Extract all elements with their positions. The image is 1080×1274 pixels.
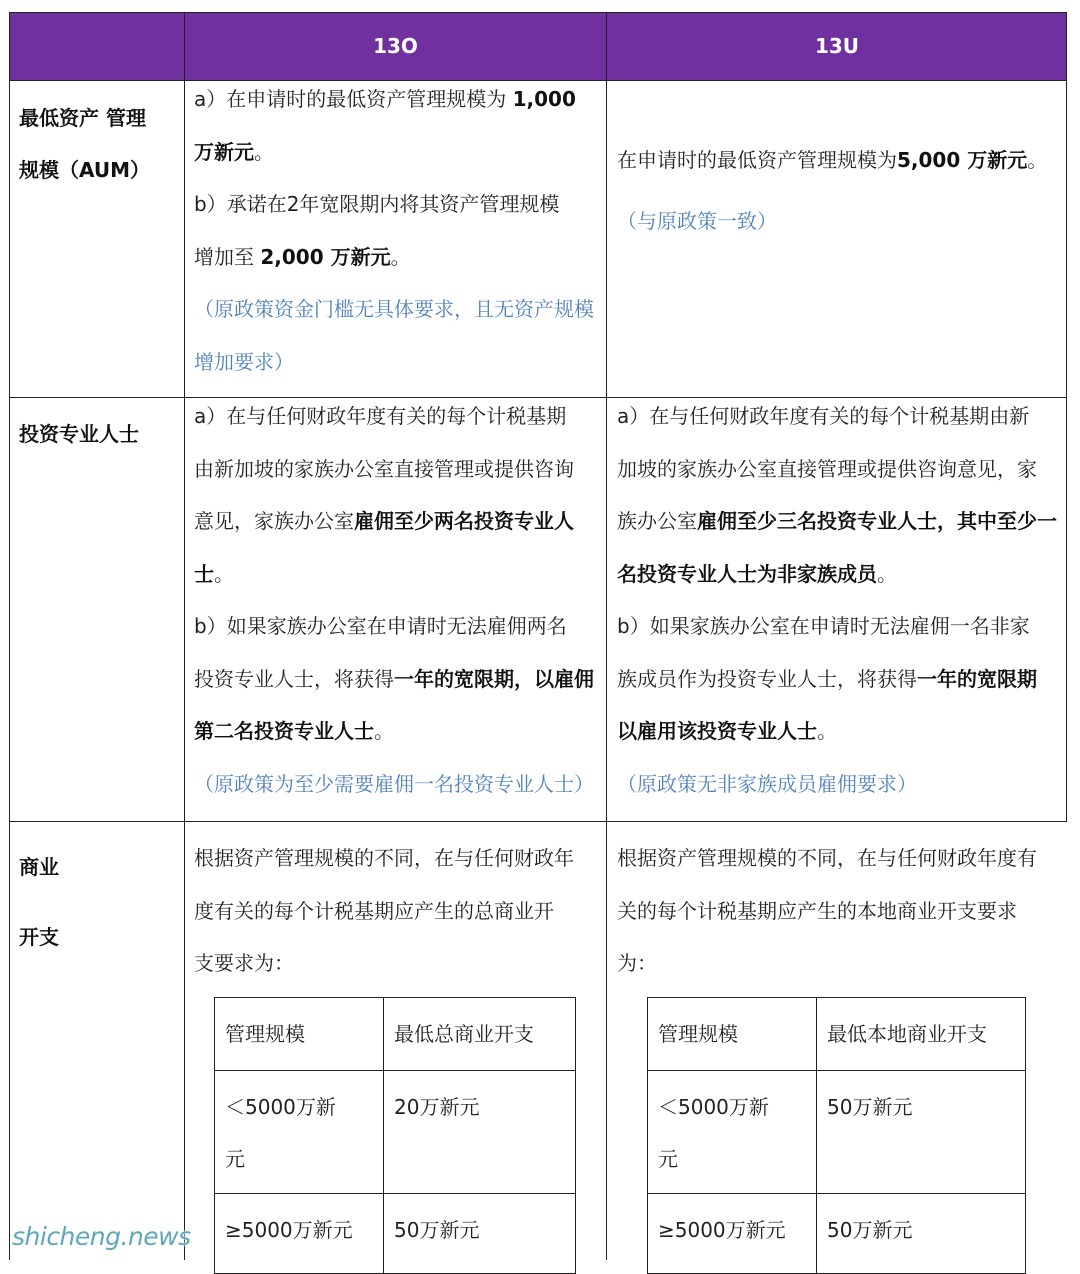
aum-13u-note: （与原政策一致） [617,208,777,233]
grid-line-col2 [606,12,607,1260]
row-label-spending-line1: 商业 [19,855,59,879]
header-13u: 13U [607,12,1067,80]
pros-13u-note: （原政策无非家族成员雇佣要求） [617,771,917,796]
grid-line-row2-bottom [10,821,1067,822]
scale-line1: ＜5000万新 [658,1095,769,1119]
table-header-row [215,998,576,1071]
pros-13o-b-line3-bold: 第二名投资专业人士 [194,719,374,743]
aum-13o-b-amount: 2,000 万新元 [260,244,391,269]
spend-13o-cell [194,832,606,990]
table-cell-scale: ≥5000万新元 [648,1194,817,1274]
pros-13o-a-line1: a）在与任何财政年度有关的每个计税基期 [194,404,567,428]
pros-13o-a-line4 [194,548,606,601]
scale-line2: 元 [658,1147,678,1171]
pros-13u-a-line4-bold: 名投资专业人士为非家族成员 [617,561,877,586]
row-label-professionals: 投资专业人士 [19,422,139,446]
pros-13u-b-line2-bold: 一年的宽限期 [917,666,1037,691]
table-cell-scale: ≥5000万新元 [215,1194,384,1274]
spend-13u-cell [617,832,1067,990]
table-cell-scale [215,1071,384,1194]
row-label-aum-line1: 最低资产 管理 [19,106,146,130]
aum-13o-a-amount: 1,000 [512,87,576,111]
pros-13u-a-line4 [617,548,1067,601]
pros-13u-b-line1: b）如果家族办公室在申请时无法雇佣一名非家 [617,614,1030,638]
aum-13o-a-unit: 万新元 [194,139,254,164]
pros-13u-a-line3-text: 族办公室 [617,509,697,533]
header-corner-cell [10,12,184,80]
pros-13o-b-line2-bold: 一年的宽限期，以雇佣 [394,666,594,691]
grid-line-col1 [184,12,185,1260]
aum-13o-note-line2: 增加要求） [194,349,294,374]
pros-13o-a-line2: 由新加坡的家族办公室直接管理或提供咨询 [194,456,574,481]
spend-13u-table [647,997,1026,1274]
table-header-cell: 最低总商业开支 [384,998,576,1071]
header-13o: 13O [185,12,606,80]
pros-13u-b-line3-end: 。 [817,719,837,743]
pros-13u-a-line3-bold: 雇佣至少三名投资专业人士，其中至少一 [697,509,1057,533]
pros-13u-cell [617,390,1067,810]
aum-13o-a-text: a）在申请时的最低资产管理规模为 [194,87,513,111]
pros-13o-note: （原政策为至少需要雇佣一名投资专业人士） [194,771,594,796]
table-cell-value: 50万新元 [817,1194,1026,1274]
pros-13o-a-line4-end: 。 [214,561,234,586]
pros-13o-b-line3-end: 。 [374,719,394,743]
pros-13o-b-line1: b）如果家族办公室在申请时无法雇佣两名 [194,614,567,638]
spend-13o-line3: 支要求为： [194,951,294,975]
table-row [215,1194,576,1274]
row-label-spending-line2: 开支 [19,925,59,949]
table-cell-scale [648,1071,817,1194]
table-cell-value: 50万新元 [384,1194,576,1274]
pros-13u-a-line2: 加坡的家族办公室直接管理或提供咨询意见，家 [617,456,1037,481]
pros-13u-b-line2-text: 族成员作为投资专业人士，将获得 [617,666,917,691]
spend-13o-line1: 根据资产管理规模的不同，在与任何财政年 [194,846,574,870]
pros-13o-cell [194,390,606,810]
scale-line1: ＜5000万新 [225,1095,336,1119]
watermark: shicheng.news [12,1222,191,1251]
spend-13o-line2: 度有关的每个计税基期应产生的总商业开 [194,898,554,923]
grid-line-top [10,12,1067,13]
table-header-cell: 管理规模 [215,998,384,1071]
grid-line-left [9,12,10,1260]
aum-13o-cell [194,73,606,388]
table-cell-value: 50万新元 [817,1071,1026,1194]
pros-13o-a-line3-text: 意见，家族办公室 [194,509,354,533]
aum-13o-b-line1: b）承诺在2年宽限期内将其资产管理规模 [194,192,560,216]
pros-13u-a-line4-end: 。 [877,561,897,586]
aum-13o-a-end: 。 [254,139,274,164]
spend-13u-line3: 为： [617,951,657,975]
aum-13u-text-prefix: 在申请时的最低资产管理规模为 [617,148,897,172]
pros-13u-b-line3-bold: 以雇用该投资专业人士 [617,719,817,743]
table-row [215,1071,576,1194]
aum-13u-cell [617,134,1067,247]
aum-13o-b-text: 增加至 [194,244,261,269]
pros-13o-a-line4-bold: 士 [194,561,214,586]
aum-13o-note-line1: （原政策资金门槛无具体要求，且无资产规模 [194,297,594,321]
aum-13o-a-line1 [194,73,606,126]
table-header-cell: 管理规模 [648,998,817,1071]
table-cell-value: 20万新元 [384,1071,576,1194]
pros-13u-a-line3 [617,495,1067,548]
pros-13u-a-line1: a）在与任何财政年度有关的每个计税基期由新 [617,404,1030,428]
scale-line2: 元 [225,1147,245,1171]
table-header-cell: 最低本地商业开支 [817,998,1026,1071]
aum-13u-end: 。 [1027,148,1048,172]
pros-13o-b-line2-text: 投资专业人士，将获得 [194,666,394,691]
aum-13u-amount: 5,000 万新元 [897,148,1028,172]
row-label-spending [19,832,59,972]
pros-13u-b-line2 [617,653,1067,706]
pros-13o-b-line2 [194,653,606,706]
table-row [648,1071,1026,1194]
spend-13u-line1: 根据资产管理规模的不同，在与任何财政年度有 [617,846,1037,870]
table-header-row [648,998,1026,1071]
pros-13o-b-line3 [194,705,606,758]
table-row [648,1194,1026,1274]
spend-13u-line2: 关的每个计税基期应产生的本地商业开支要求 [617,898,1017,923]
aum-13o-b-line2 [194,231,606,284]
pros-13u-b-line3 [617,705,1067,758]
aum-13u-text [617,134,1067,187]
row-label-aum [19,92,150,196]
aum-13o-a-line2 [194,126,606,179]
pros-13o-a-line3-bold: 雇佣至少两名投资专业人 [354,509,574,533]
spend-13o-table [214,997,576,1274]
row-label-aum-line2: 规模（AUM） [19,158,151,182]
pros-13o-a-line3 [194,495,606,548]
aum-13o-b-end: 。 [390,244,411,269]
